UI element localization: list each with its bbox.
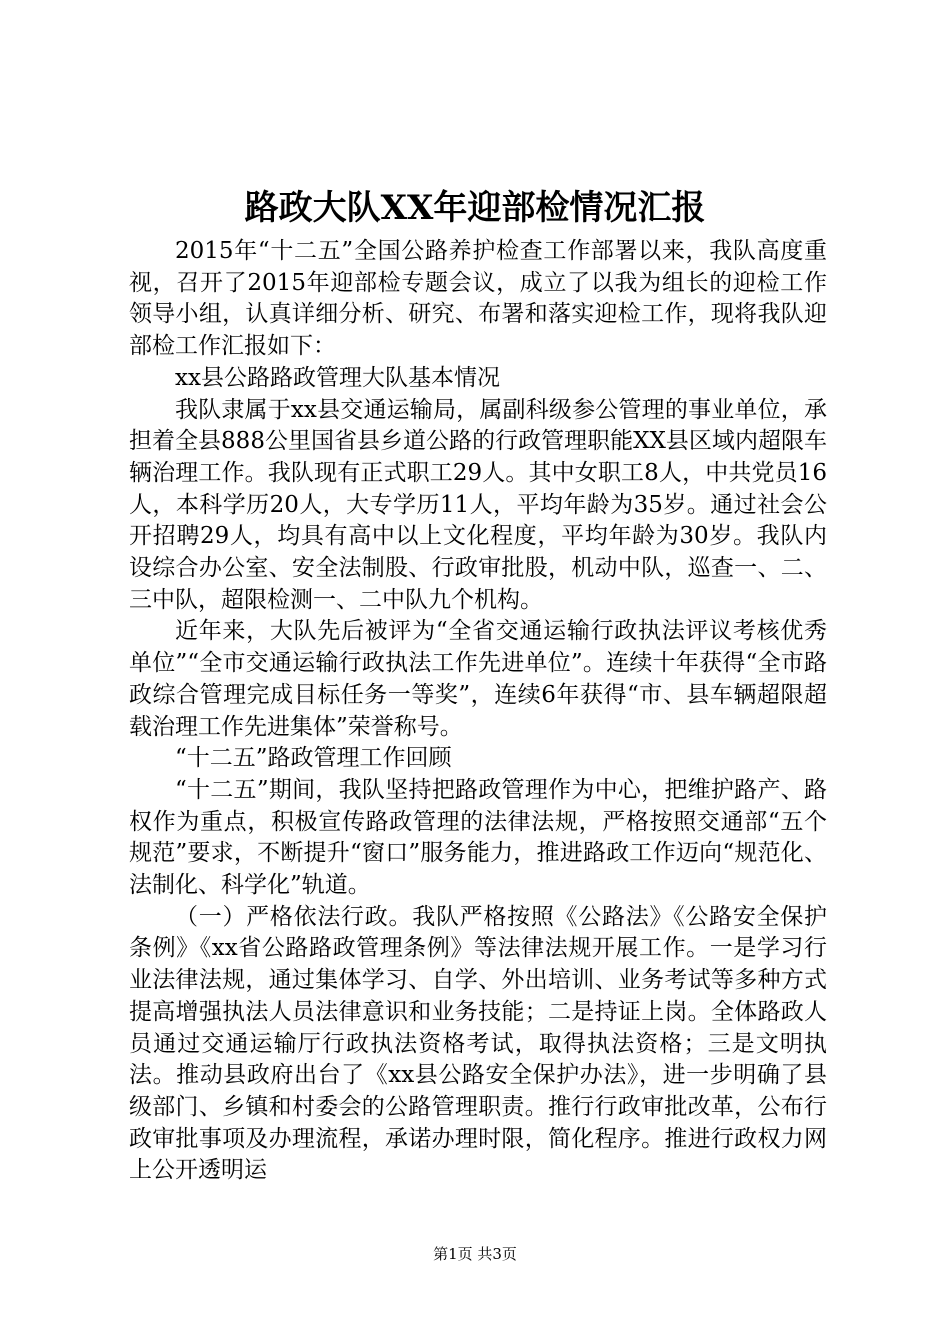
paragraph-basic-info: 我队隶属于xx县交通运输局，属副科级参公管理的事业单位，承担着全县888公里国省县乡道公路的行政管理职能XX县区域内超限车辆治理工作。我队现有正式职工29人。其中女职工8人，中共党员16人，本科学历20人，大专学历11人，平均年龄为35岁。通过社会公开招聘29人，均具有高中以上文化程度，平均年龄为30岁。我队内设综合办公室、安全法制股、行政审批股，机动中队，巡查一、二、三中队，超限检测一、二中队九个机构。 [129,396,827,613]
paragraph-intro: 2015年“十二五”全国公路养护检查工作部署以来，我队高度重视，召开了2015年迎部检专题会议，成立了以我为组长的迎检工作领导小组，认真详细分析、研究、布署和落实迎检工作，现将我队迎部检工作汇报如下： [129,238,827,360]
paragraph-law-enforcement: （一）严格依法行政。我队严格按照《公路法》《公路安全保护条例》《xx省公路路政管理条例》等法律法规开展工作。一是学习行业法律法规，通过集体学习、自学、外出培训、业务考试等多种方式提高增强执法人员法律意识和业务技能；二是持证上岗。全体路政人员通过交通运输厅行政执法资格考试，取得执法资格；三是文明执法。推动县政府出台了《xx县公路安全保护办法》，进一步明确了县级部门、乡镇和村委会的公路管理职责。推行行政审批改革，公布行政审批事项及办理流程，承诺办理时限，简化程序。推进行政权力网上公开透明运 [129,903,827,1184]
section-heading-review: “十二五”路政管理工作回顾 [175,745,452,772]
paragraph-review: “十二五”期间，我队坚持把路政管理作为中心，把维护路产、路权作为重点，积极宣传路政管理的法律法规，严格按照交通部“五个规范”要求，不断提升“窗口”服务能力，推进路政工作迈向“规范化、法制化、科学化”轨道。 [129,776,827,899]
section-heading-basic-info: xx县公路路政管理大队基本情况 [175,364,500,391]
document-body [129,236,827,1187]
page-footer: 第1页 共3页 [433,1245,517,1263]
paragraph-honors: 近年来，大队先后被评为“全省交通运输行政执法评议考核优秀单位”“全市交通运输行政执法工作先进单位”。连续十年获得“全市路政综合管理完成目标任务一等奖”，连续6年获得“市、县车辆超限超载治理工作先进集体”荣誉称号。 [129,618,827,740]
document-title: 路政大队XX年迎部检情况汇报 [244,188,706,228]
